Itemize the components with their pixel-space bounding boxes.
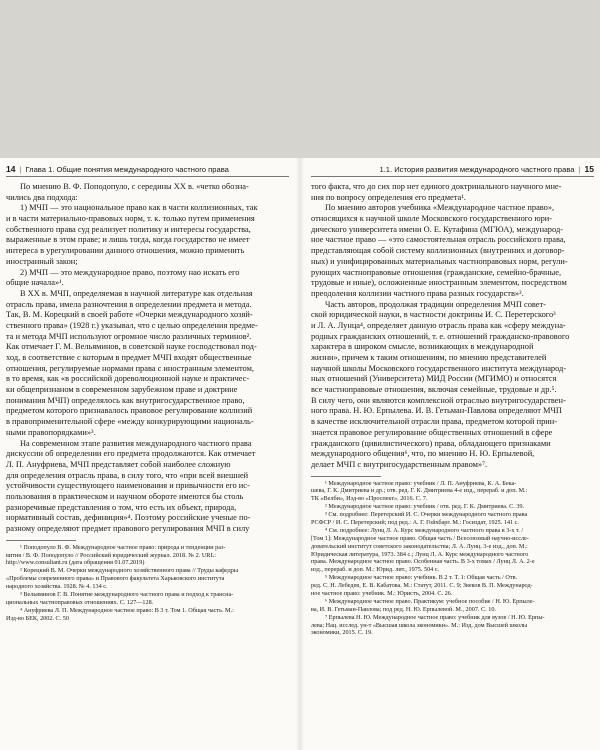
section-title: 1.1. История развития международного частного права — [379, 165, 575, 174]
right-page — [311, 158, 594, 750]
body-text-line: в правоприменительной сфере «между конкурирующими националь- — [6, 417, 254, 427]
body-text-line: для определения отрасль права, в силу того, что «при всей внешней — [6, 470, 249, 480]
footnote-line: http://www.consultant.ru (дата обращения 01.07.2019) — [6, 559, 145, 567]
body-text-line: интереса в урегулировании данного отношения, можно применить — [6, 246, 245, 256]
body-text-line: разноречивые представления о том, что есть их объект, природа, — [6, 502, 237, 512]
body-text-line: международного общения⁶, что, по мнению Н. Ю. Ерпылевой, — [311, 449, 535, 459]
right-page-number: 15 — [584, 164, 594, 174]
body-text-line: отрасль права, имела разночтения в определении предмета и метода. — [6, 299, 252, 309]
footnote-line: ² Международное частное право: учебник / отв. ред. Г. К. Дмитриева. С. 39. — [325, 503, 525, 511]
body-text-line: нормативный состав, дефиниция»⁴. Поэтому российские ученые по- — [6, 513, 251, 523]
body-text-line: дискуссии об определении его предмета продолжаются. Как отмечает — [6, 449, 256, 459]
footnote-line: права. Международное частное право. Особенная часть. В 3-х томах / Лунц Л. А. 2-е — [311, 558, 535, 566]
body-text-line: жизни», причем к таким отношениям, по мнению представителей — [311, 353, 547, 362]
body-text-line: гражданского (цивилистического) права, обладающего признаками — [311, 438, 551, 448]
left-page-number: 14 — [6, 164, 16, 174]
body-text-line: выраженные в этом праве; и лишь тогда, когда государство не имеет — [6, 235, 250, 245]
body-text-line: Так, В. М. Корецкий в своей работе «Очерки международного хозяй- — [6, 310, 253, 320]
footnote-line: довательский институт советского законодательства; Л. А. Лунц. 3-е изд., доп. М.: — [311, 542, 528, 550]
body-text-line: разному определяют предмет правового регулирования МЧП в силу — [6, 524, 250, 533]
body-text-line: в качестве исключительной отрасли права, предметом которой прин- — [311, 417, 558, 427]
footnote-line: ное частное право: учебник. М.: Юристъ, 2004. С. 26. — [311, 590, 453, 598]
footnote-divider — [6, 540, 76, 541]
footnote-line: ³ Вельяминов Г. В. Понятие международного частного права и подход к трансна- — [20, 591, 234, 599]
body-text-line: общие начала»¹. — [6, 278, 64, 288]
body-text-line: ки общепризнаном в современном зарубежном праве и доктрине — [6, 385, 238, 395]
book-spread — [0, 158, 600, 750]
chapter-title: Глава 1. Общие понятия международного частного права — [25, 165, 229, 174]
body-text-line: пользования в практическом и научном обороте имеются бы столь — [6, 491, 244, 501]
body-text-line: ход, в соответствие с которым в предмет МЧП входят общественные — [6, 353, 252, 362]
footnote-line: ² Корецкий В. М. Очерки международного хозяйственного права // Труды кафедры — [20, 567, 239, 575]
body-text-line: В силу чего, они являются комплексной отраслью внутригосударствен- — [311, 395, 566, 405]
body-text-line: делает МЧП с внутригосударственным правом»⁷. — [311, 459, 488, 469]
body-text-line: 2) МЧП — это международное право, поэтому нао искать его — [20, 267, 240, 277]
footnote-line: лева; Нац. исслед. ун-т «Высшая школа экономики». М.: Изд. дом Высшей школы — [311, 621, 528, 629]
body-text-line: научной школы Московского государственного института международ- — [311, 363, 567, 373]
body-text-line: Часть авторов, продолжая традиции определения МЧП совет- — [325, 299, 546, 309]
body-text-line: относящихся к научной школе Московского государственного юри- — [311, 214, 553, 224]
footnote-line: ⁴ См. подробнее: Лунц Л. А. Курс международного частного права в 3-х т. / — [325, 526, 524, 534]
right-running-head — [311, 162, 594, 177]
body-text-line: характера в широком смысле, возникающих в международной — [311, 342, 534, 352]
body-text-line: преодоления коллизии частного права разных государств»². — [311, 288, 524, 298]
footnote-line: экономики, 2015. С. 19. — [311, 629, 373, 637]
body-text-line: ными правопорядками»³. — [6, 427, 96, 437]
body-text-line: ных отношений (Университета) МИД России (МГИМО) и относятся — [311, 374, 557, 384]
footnote-divider — [311, 476, 381, 477]
body-text-line: родных гражданских отношений, т. е. отношений гражданско-правового — [311, 331, 570, 341]
body-text-line: В XX в. МЧП, определяемая в научной литературе как отдельная — [20, 288, 253, 298]
footnote-line: народного хозяйства. 1928. № 4. 134 с. — [6, 583, 108, 591]
running-head-separator: | — [578, 165, 581, 174]
book-gutter — [296, 158, 304, 750]
left-footnotes — [6, 544, 289, 623]
body-text-line: ных) и унифицированных материальных частноправовых норм, регули- — [311, 256, 568, 266]
footnote-line: ⁶ Международное частное право. Практикум: учебное пособие / Н. Ю. Ерпыле- — [325, 597, 535, 605]
footnote-line: ³ См. подробнее: Перетерский И. С. Очерки международного частного права — [325, 511, 528, 519]
body-text-line: и Л. А. Лунца⁴, определяет данную отрасль права как «сферу междуна- — [311, 320, 566, 330]
body-text-line: в то время, как «в российской дореволюционной науке и практичес- — [6, 374, 250, 384]
footnote-line: [Том 1]: Международное частное право. Общая часть / Всесоюзный научно-иссле- — [311, 534, 529, 542]
footnote-line: вития / В. Ф. Поподопуло // Российский юридический журнал. 2018. № 2. URL: — [6, 551, 216, 559]
body-text-line: На современном этапе развития международного частного права — [20, 438, 252, 448]
footnote-line: ⁴ Ануфриева Л. П. Международное частное право: В 3 т. Том 1. Общая часть. М.: — [20, 606, 234, 614]
body-text-line: Как отмечает Г. М. Вельяминов, в советской науке господствовал под- — [6, 342, 257, 352]
left-page — [6, 158, 289, 750]
body-text-line: и в части материально-правовых норм, т. к. только путем применения — [6, 214, 255, 224]
footnote-line: ва, И. В. Гетьман-Павлова; под ред. Н. Ю. Ерпылевой. М., 2007. С. 10. — [311, 605, 496, 613]
body-text-line: все частноправовые отношения, включая семейные, трудовые и др.⁵. — [311, 385, 557, 395]
body-text-line: ное частное право — «это самостоятельная отрасль российского права, — [311, 235, 566, 245]
footnote-line: «Проблемы современного права» и Правового факультета Харьковского института — [6, 575, 225, 583]
footnote-line: шева, Г. К. Дмитриева и др.; отв. ред. Г. К. Дмитриева 4-е изд., перераб. и доп. М.: — [311, 487, 528, 495]
footnote-line: ⁵ Международное частное право: учебник. В 2 т. Т. 1: Общая часть / Отв. — [325, 574, 518, 582]
body-text-line: чились два подхода: — [6, 192, 78, 202]
body-text-line: трудовые и иные), осложненные иностранным элементом, посредством — [311, 278, 567, 288]
footnote-line: Юридическая литература, 1973. 384 с.; Лунц Л. А. Курс международного частного — [311, 550, 529, 558]
left-body-text — [6, 182, 289, 535]
footnote-line: ред. С. Н. Лебедев, Е. В. Кабатова. М.: Статут, 2011. С. 9; Звеков В. П. Международ- — [311, 582, 533, 590]
body-text-line: того факта, что до сих пор нет единого доктринального научного мне- — [311, 182, 562, 191]
footnote-line: ¹ Поподопуло В. Ф. Международное частное право: природа и тенденции раз- — [20, 543, 226, 551]
body-text-line: понимания МЧП) определялось как внутригосударственное право, — [6, 395, 245, 405]
body-text-line: та и метода МЧП используют огромное число различных терминов². — [6, 331, 252, 341]
footnote-line: ¹ Международное частное право: учебник / Л. П. Ануфриева, К. А. Бека- — [325, 479, 517, 487]
body-text-line: ния по вопросу определения его предмета¹. — [311, 192, 466, 202]
footnote-line: циональных частноправовых отношениях. С. 127—128. — [6, 598, 154, 606]
footnote-line: Изд-во БЕК, 2002. С. 50 — [6, 614, 69, 622]
footnote-line: изд., перераб. и доп. М.: Юрид. лит., 1975. 504 с. — [311, 566, 440, 574]
body-text-line: предметом которого признавалось правовое регулирование коллизий — [6, 406, 253, 416]
body-text-line: собственного права суд реализует политику и интересы государства, — [6, 224, 251, 234]
body-text-line: знается правовое регулирование общественных отношений в сфере — [311, 427, 553, 437]
running-head-separator: | — [19, 165, 22, 174]
body-text-line: отношения, регулируемые нормами права с иностранным элементом, — [6, 363, 254, 373]
body-text-line: ного права. Н. Ю. Ерпылева. И. В. Гетьман-Павлова определяют МЧП — [311, 406, 562, 416]
footnote-line: РСФСР / И. С. Перетерский; под ред.: А. Г. Гойхбарг. М.: Госиздат, 1925. 141 с. — [311, 519, 519, 527]
right-footnotes — [311, 480, 594, 638]
body-text-line: 1) МЧП — это национальное право как в части коллизионных, так — [20, 203, 258, 213]
body-text-line: Л. П. Ануфриева, МЧП представляет собой наиболее сложную — [6, 459, 231, 469]
right-body-text — [311, 182, 594, 471]
body-text-line: дического университета имени О. Е. Кутафина (МГЮА), международ- — [311, 224, 563, 234]
body-text-line: ской юридической науки, в частности доктрины И. С. Перетерского³ — [311, 310, 556, 320]
body-text-line: рующих частноправовые отношения (гражданские, семейно-брачные, — [311, 267, 562, 277]
left-running-head — [6, 162, 289, 177]
body-text-line: По мнению авторов учебника «Международное частное право», — [325, 203, 555, 213]
body-text-line: ственного права» (1928 г.) указывал, что с целью определения предме- — [6, 320, 258, 330]
body-text-line: По мнению В. Ф. Поподопуло, с середины XX в. «четко обозна- — [20, 182, 249, 191]
body-text-line: устойчивости существующего наименования и привычности его ис- — [6, 481, 250, 491]
body-text-line: иностранный закон; — [6, 256, 78, 266]
footnote-line: ⁷ Ерпылева Н. Ю. Международное частное право: учебник для вузов / Н. Ю. Ерпы- — [325, 613, 545, 621]
body-text-line: представляющая собой систему коллизионных (внутренних и договор- — [311, 246, 565, 256]
footnote-line: ТК «Велби», Изд-во «Проспект». 2016. С. 7. — [311, 495, 428, 503]
